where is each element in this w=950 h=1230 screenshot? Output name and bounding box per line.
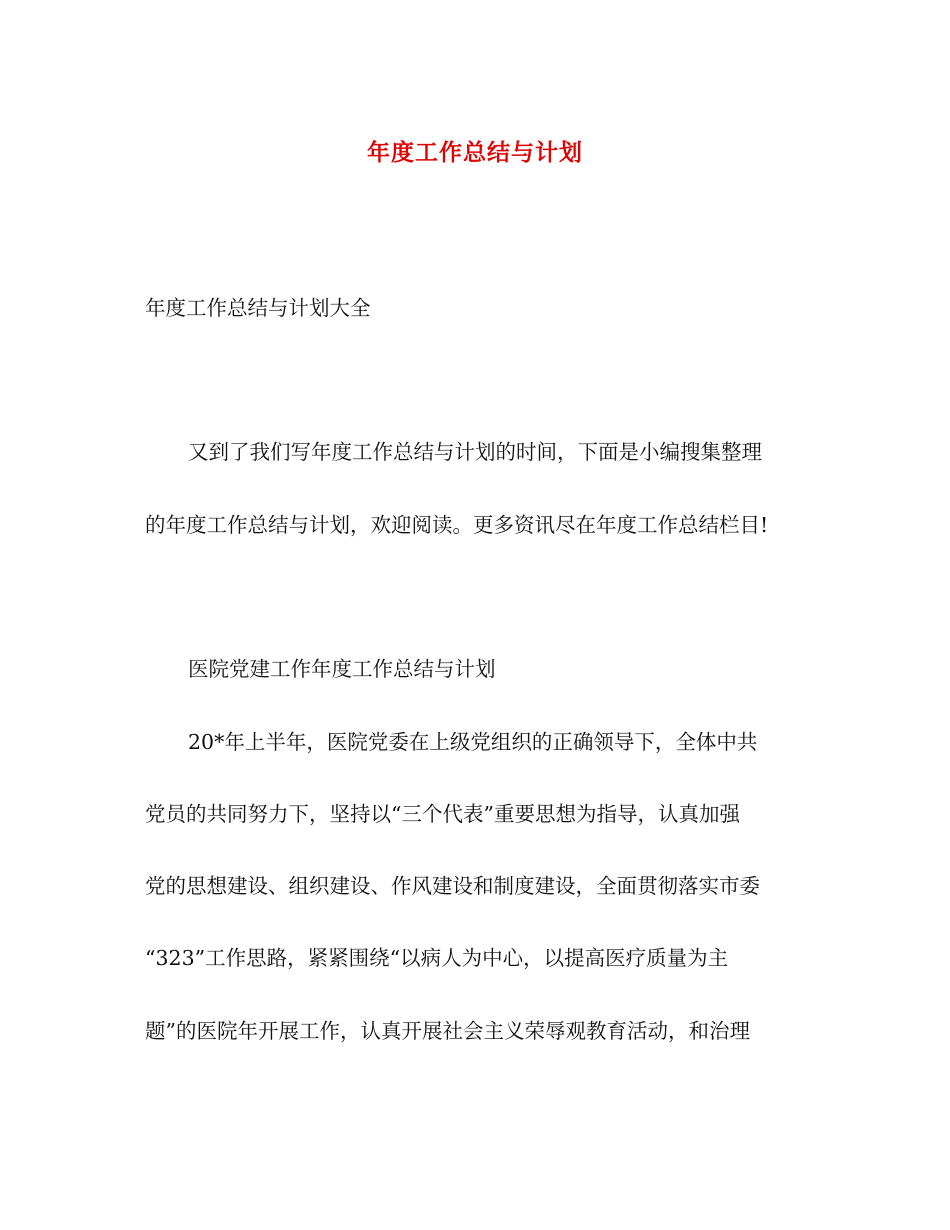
document-subtitle: 年度工作总结与计划大全 xyxy=(145,296,371,320)
body-line-5: 题”的医院年开展工作，认真开展社会主义荣辱观教育活动，和治理 xyxy=(145,1019,750,1043)
section-heading: 医院党建工作年度工作总结与计划 xyxy=(188,657,496,681)
body-line-4: “323”工作思路，紧紧围绕“以病人为中心，以提高医疗质量为主 xyxy=(145,946,729,970)
intro-line-2: 的年度工作总结与计划，欢迎阅读。更多资讯尽在年度工作总结栏目! xyxy=(145,513,769,537)
intro-line-1: 又到了我们写年度工作总结与计划的时间，下面是小编搜集整理 xyxy=(188,440,762,464)
body-line-1: 20*年上半年，医院党委在上级党组织的正确领导下，全体中共 xyxy=(188,730,758,754)
body-line-2: 党员的共同努力下，坚持以“三个代表”重要思想为指导，认真加强 xyxy=(145,802,740,826)
body-line-3: 党的思想建设、组织建设、作风建设和制度建设，全面贯彻落实市委 xyxy=(145,874,760,898)
document-title: 年度工作总结与计划 xyxy=(367,140,583,166)
